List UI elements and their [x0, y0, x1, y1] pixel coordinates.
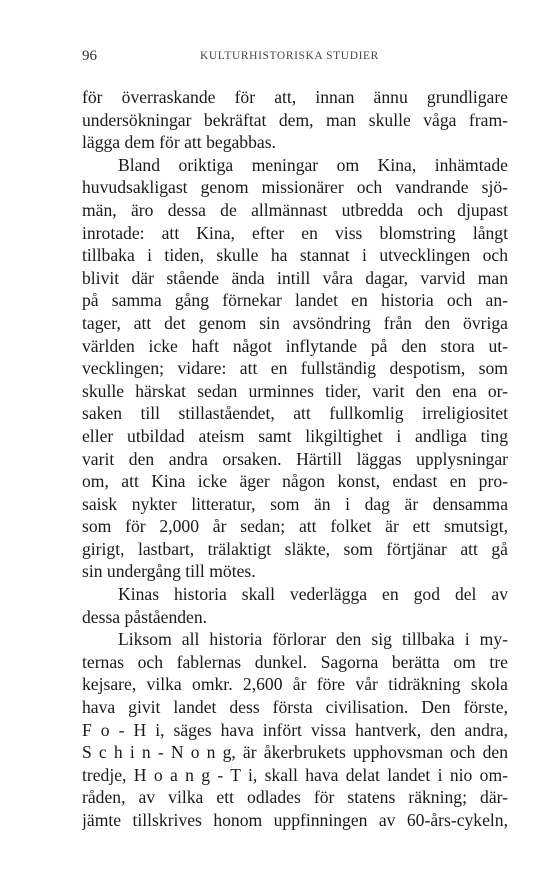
text-line: världen icke haft något inflytande på den stora ut-	[82, 335, 508, 356]
text-line: Liksom all historia förlorar den sig tillbaka i my-	[118, 629, 508, 650]
text-line: tillbaka i tiden, skulle ha stannat i utvecklingen och	[82, 245, 508, 266]
text-line: vecklingen; vidare: att en fullständig despotism, som	[82, 358, 508, 379]
text-line: girigt, lastbart, trälaktigt släkte, som förtjänar att gå	[82, 538, 508, 559]
text-line: S c h i n - N o n g, är åkerbrukets upphovsman och den	[82, 742, 508, 763]
text-line: kejsare, vilka omkr. 2,600 år före vår tidräkning skola	[82, 674, 508, 695]
text-line: blivit där stående ända intill våra dagar, varvid man	[82, 267, 508, 288]
text-line: ternas och fablernas dunkel. Sagorna berätta om tre	[82, 651, 508, 672]
text-line: jämte tillskrives honom uppfinningen av 60-års-cykeln,	[82, 810, 508, 830]
text-line: eller utbildad ateism samt likgiltighet i andliga ting	[82, 425, 508, 446]
running-head-title: KULTURHISTORISKA STUDIER	[200, 50, 379, 62]
text-line: om, att Kina icke äger någon konst, endast en pro-	[82, 471, 508, 492]
text-line: på samma gång förnekar landet en historia och an-	[82, 290, 508, 311]
text-line: dessa påståenden.	[82, 606, 208, 627]
text-line: tredje, H o a n g - T i, skall hava delat landet i nio om-	[82, 764, 508, 785]
text-line: F o - H i, säges hava infört vissa hantverk, den andra,	[82, 719, 508, 740]
page-number: 96	[82, 48, 97, 64]
text-line: skulle härskat sedan urminnes tider, varit den ena or-	[82, 380, 508, 401]
text-line: hava givit landet dess första civilisation. Den förste,	[82, 697, 508, 718]
running-head	[82, 48, 506, 68]
body-text	[82, 86, 508, 832]
text-line: varit den andra orsaken. Härtill läggas upplysningar	[82, 448, 508, 469]
text-line: huvudsakligast genom missionärer och vandrande sjö-	[82, 177, 508, 198]
text-line: saken till stillaståendet, att fullkomlig irreligiositet	[82, 403, 508, 424]
text-line: som för 2,000 år sedan; att folket är ett smutsigt,	[82, 516, 508, 537]
text-line: sin undergång till mötes.	[82, 561, 256, 582]
text-line: tager, att det genom sin avsöndring från den övriga	[82, 312, 508, 333]
text-line: inrotade: att Kina, efter en viss blomstring långt	[82, 222, 508, 243]
text-line: råden, av vilka ett odlades för statens räkning; där-	[82, 787, 508, 808]
text-line: Bland oriktiga meningar om Kina, inhämtade	[118, 154, 508, 175]
text-line: män, äro dessa de allmännast utbredda och djupast	[82, 199, 508, 220]
text-line: saisk nykter litteratur, som än i dag är densamma	[82, 493, 508, 514]
text-line: lägga dem för att begabbas.	[82, 132, 276, 153]
text-line: för överraskande för att, innan ännu grundligare	[82, 87, 508, 107]
text-line: Kinas historia skall vederlägga en god del av	[118, 584, 508, 605]
text-line: undersökningar bekräftat dem, man skulle våga fram-	[82, 109, 508, 130]
